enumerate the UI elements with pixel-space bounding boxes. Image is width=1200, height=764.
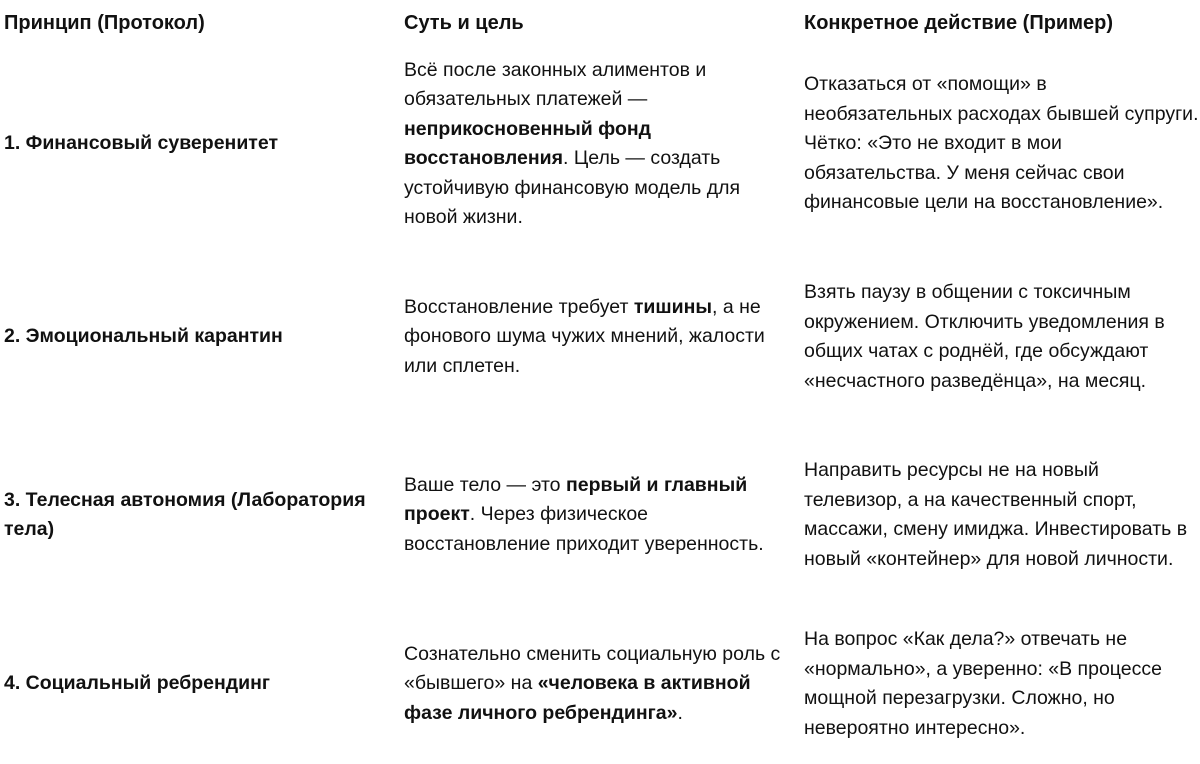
essence-text-end: , а не фонового шума чужих мнений, жалости или сплетен.: [404, 295, 765, 377]
principle-cell: [4, 622, 394, 746]
principle-label: 4. Социальный ребрендинг: [4, 672, 271, 695]
table-row: [0, 262, 1200, 412]
header-essence: Суть и цель: [404, 12, 524, 34]
principle-label: 3. Телесная автономия (Лаборатория тела): [4, 488, 366, 540]
table-row: [0, 58, 1200, 230]
action-text: На вопрос «Как дела?» отвечать не «нормально», а уверенно: «В процессе мощной перезагрузки. Сложно, но невероятно интересно».: [804, 628, 1162, 739]
essence-text: [404, 293, 796, 382]
essence-highlight: тишины: [633, 295, 713, 318]
essence-text-start: Сознательно сменить социальную роль с «бывшего» на: [404, 642, 781, 695]
table-row: [0, 440, 1200, 590]
essence-text: [404, 471, 796, 560]
essence-cell: [404, 440, 796, 590]
action-text: Направить ресурсы не на новый телевизор, а на качественный спорт, массажи, смену имиджа. Инвестировать в новый «контейнер» для новой личности.: [804, 459, 1188, 570]
essence-text: [404, 640, 796, 729]
principle-cell: [4, 440, 394, 590]
essence-text-end: .: [677, 701, 683, 724]
essence-cell: [404, 58, 796, 230]
essence-text-start: Ваше тело — это: [404, 473, 566, 496]
action-cell: [804, 440, 1200, 590]
essence-cell: [404, 262, 796, 412]
table-row: [0, 622, 1200, 746]
essence-highlight: «человека в активной фазе личного ребрендинга»: [404, 672, 751, 724]
essence-text-start: Всё после законных алиментов и обязательных платежей —: [404, 58, 707, 110]
action-text: Взять паузу в общении с токсичным окружением. Отключить уведомления в общих чатах с роднёй, где обсуждают «несчастного разведёнца», на месяц.: [804, 281, 1165, 392]
principle-label: 2. Эмоциональный карантин: [4, 325, 283, 348]
header-action: Конкретное действие (Пример): [804, 12, 1114, 34]
essence-highlight: первый и главный проект: [404, 473, 748, 526]
essence-text-start: Восстановление требует: [404, 295, 634, 318]
action-text: Отказаться от «помощи» в необязательных расходах бывшей супруги. Чётко: «Это не входит в мои обязательства. У меня сейчас свои финансовые цели на восстановление».: [804, 73, 1199, 214]
essence-cell: [404, 622, 796, 746]
essence-text-end: . Через физическое восстановление приходит уверенность.: [404, 503, 764, 555]
header-principle: Принцип (Протокол): [4, 12, 205, 34]
action-cell: [804, 622, 1200, 746]
principle-cell: [4, 58, 394, 230]
action-cell: [804, 262, 1200, 412]
principle-cell: [4, 262, 394, 412]
principle-label: 1. Финансовый суверенитет: [4, 132, 278, 155]
essence-text: [404, 56, 796, 233]
essence-highlight: неприкосновенный фонд восстановления: [404, 117, 652, 169]
action-cell: [804, 58, 1200, 230]
essence-text-end: . Цель — создать устойчивую финансовую модель для новой жизни.: [404, 147, 741, 228]
